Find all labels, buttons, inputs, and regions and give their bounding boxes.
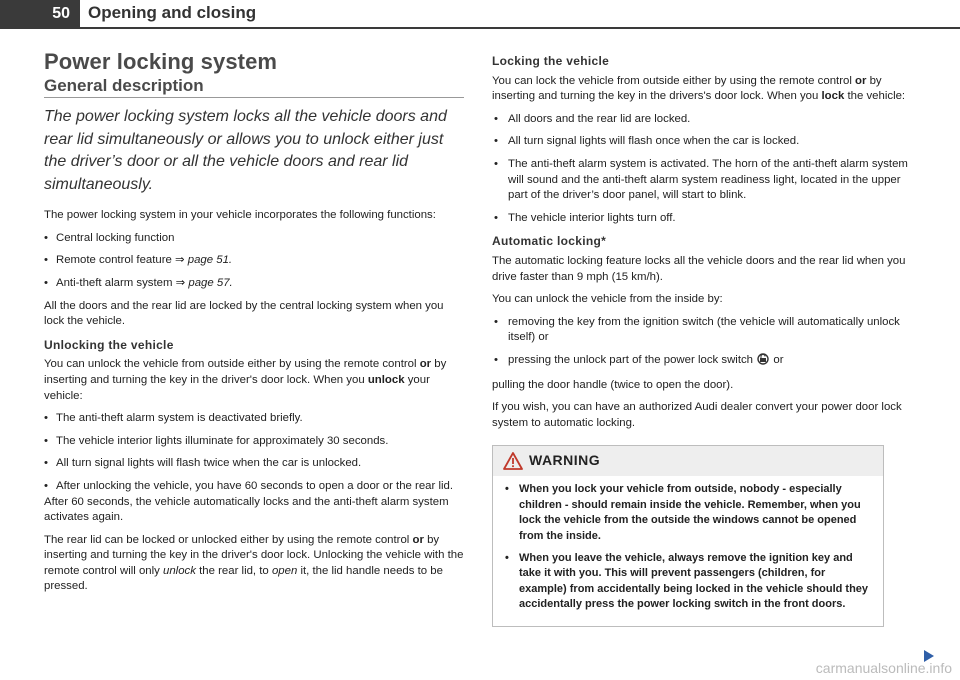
rear-lid-text: The rear lid can be locked or unlocked either by using the remote control or by inserting and turning the key in the driver's door lock. Unlocking the vehicle with the remote control will only unlock the rear lid, to open it, the lid handle needs to be pressed. [44,533,464,593]
watermark: carmanualsonline.info [815,660,952,676]
list-item: • Central locking function [44,231,464,247]
list-item: • After unlocking the vehicle, you have 60 seconds to open a door or the rear lid. After 60 seconds, the vehicle automatically locks and the anti-theft alarm system activates again. [44,479,464,526]
functions-intro: The power locking system in your vehicle incorporates the following functions: [44,209,436,222]
section-subtitle: General description [44,78,464,99]
dealer-text: If you wish, you can have an authorized Audi dealer convert your power door lock system to automatic locking. [492,401,902,429]
page-title: Power locking system [44,49,278,74]
left-column [44,50,464,602]
warning-triangle-icon [503,452,523,470]
page-header [0,0,960,36]
unlock-list [44,411,464,526]
locking-heading: Locking the vehicle [492,54,610,68]
right-column [492,50,912,627]
feature-list [44,231,464,292]
locking-text: You can lock the vehicle from outside either by using the remote control or by inserting and turning the key in the drivers's door lock. When you lock the vehicle: [492,74,906,103]
list-item: • pressing the unlock part of the power lock switch or [492,353,912,371]
unlock-inside-text: You can unlock the vehicle from the inside by: [492,293,723,306]
list-item: • The anti-theft alarm system is activated. The horn of the anti-theft alarm system will sound and the anti-theft alarm system readiness light, located in the upper part of the driver’s door panel, will start to blink. [492,157,912,204]
list-item: • removing the key from the ignition switch (the vehicle will automatically unlock itself) or [492,315,912,346]
list-item: • When you lock your vehicle from outside, nobody - especially children - should remain inside the vehicle. Remember, when you lock the vehicle from the outside the windows cannot be opened from the inside. [503,482,873,544]
list-item: • When you leave the vehicle, always remove the ignition key and take it with you. This will prevent passengers (children, for example) from accidentally being locked in the vehicle should they accidentally press the power locking switch in the front doors. [503,551,873,613]
page-reference-link[interactable]: page 57. [188,276,233,289]
page-reference-link[interactable]: page 51. [187,254,233,267]
list-item: • All doors and the rear lid are locked. [492,112,912,128]
list-item: • The anti-theft alarm system is deactivated briefly. [44,411,464,427]
unlock-switch-icon [756,353,770,371]
intro-text: The power locking system locks all the vehicle doors and rear lid simultaneously or allows you to unlock either just the driver’s door or all the vehicle doors and rear lid simultaneously. [44,108,447,193]
unlocking-heading: Unlocking the vehicle [44,337,174,352]
section-title: Opening and closing [88,3,257,22]
list-item: • All turn signal lights will flash once when the car is locked. [492,134,912,150]
warning-box [492,445,884,627]
header-rule [0,27,960,29]
automatic-locking-heading: Automatic locking* [492,234,607,249]
warning-title: WARNING [529,452,601,469]
list-item: • Remote control feature ⇒ page 51. [44,253,464,269]
auto-unlock-list [492,315,912,371]
list-item: • The vehicle interior lights illuminate for approximately 30 seconds. [44,434,464,450]
door-handle-text: pulling the door handle (twice to open the door). [492,378,734,391]
list-item: • All turn signal lights will flash twice when the car is unlocked. [44,456,464,472]
list-item: • Anti-theft alarm system ⇒ page 57. [44,276,464,292]
warning-list [503,482,873,613]
list-item: • The vehicle interior lights turn off. [492,211,912,227]
automatic-locking-text: The automatic locking feature locks all the vehicle doors and the rear lid when you drive faster than 9 mph (15 km/h). [492,254,906,283]
lock-list [492,112,912,227]
page-number: 50 [0,0,80,28]
warning-body [493,476,883,626]
unlocking-text: You can unlock the vehicle from outside either by using the remote control or by inserting and turning the key in the driver's door lock. When you unlock your vehicle: [44,358,447,402]
central-locking-text: All the doors and the rear lid are locked by the central locking system when you lock the vehicle. [44,299,444,328]
warning-header [493,446,883,476]
